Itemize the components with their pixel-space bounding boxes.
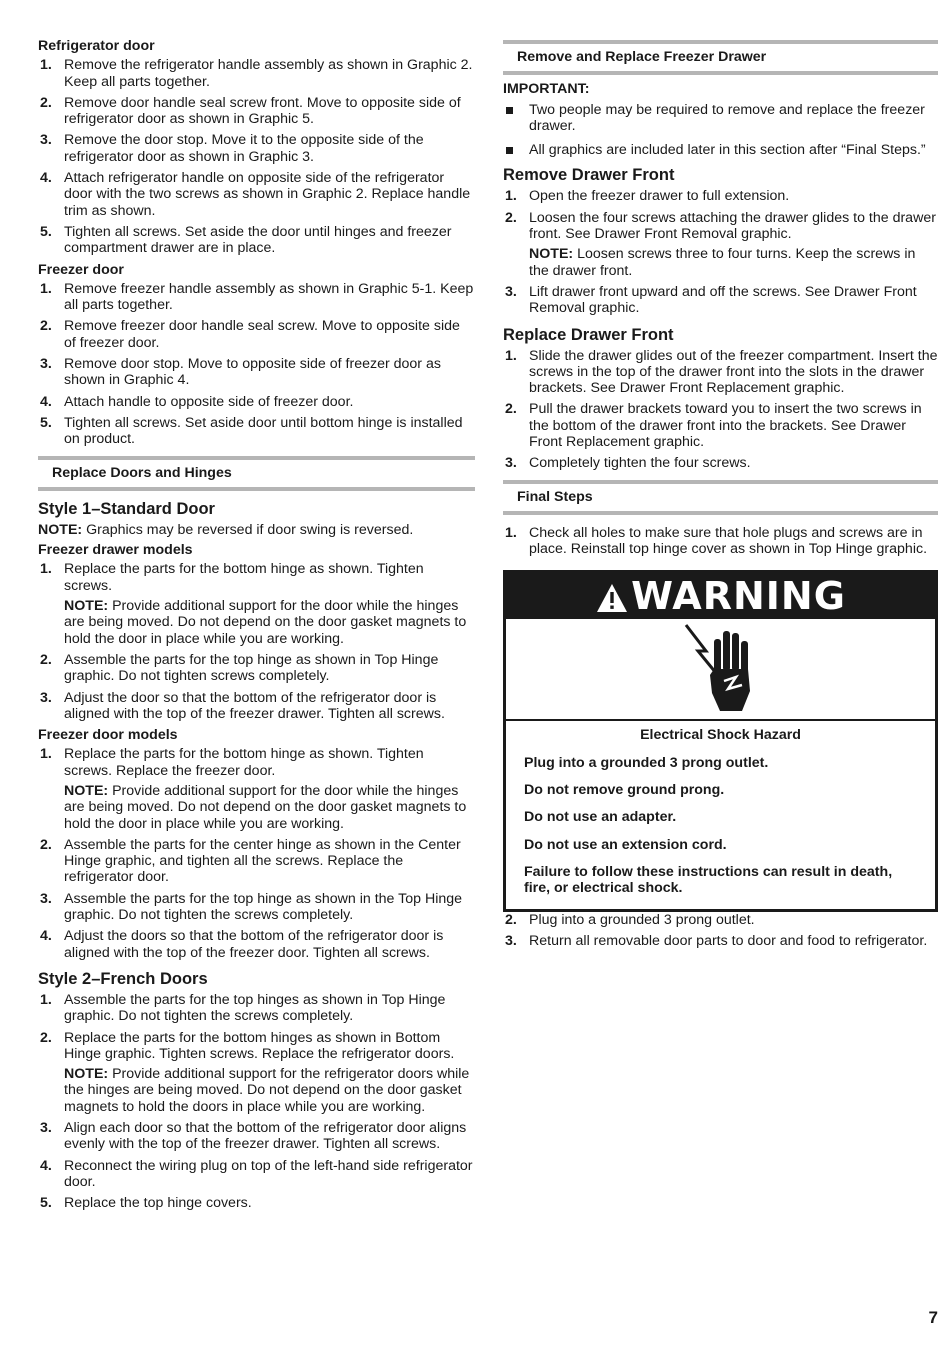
step-number: 1.	[505, 347, 517, 364]
step-number: 5.	[40, 1195, 52, 1212]
list-item	[503, 455, 938, 471]
list-item: Two people may be required to remove and replace the freezer drawer.	[503, 102, 938, 135]
step-text: Loosen the four screws attaching the drawer glides to the drawer front. See Drawer Front Removal graphic.	[529, 209, 936, 243]
step-text: Assemble the parts for the top hinge as shown in the Top Hinge graphic. Do not tighten the screws completely.	[64, 890, 463, 924]
freezer-door-models-steps	[38, 746, 475, 961]
freezer-door-models-heading: Freezer door models	[38, 727, 178, 744]
step-text: Completely tighten the four screws.	[529, 455, 751, 472]
step-number: 4.	[40, 1157, 52, 1174]
note-text: Provide additional support for the refrigerator doors while the hinges are being moved. Do not depend on the door gasket magnets to hold the doors in place while you are working.	[64, 1066, 470, 1115]
warning-body	[506, 721, 935, 909]
freezer-door-heading: Freezer door	[38, 261, 124, 278]
warning-header	[506, 573, 935, 619]
step-number: 1.	[505, 188, 517, 205]
freezer-door-steps	[38, 281, 475, 448]
list-item	[38, 132, 475, 165]
important-list	[503, 102, 938, 159]
step-text: Remove the refrigerator handle assembly as shown in Graphic 2. Keep all parts together.	[64, 57, 473, 90]
list-item	[503, 401, 938, 450]
step-number: 1.	[40, 280, 52, 297]
step-text: Assemble the parts for the center hinge as shown in the Center Hinge graphic, and tighten all the screws. Replace the refrigerator door.	[64, 836, 461, 886]
after-warning-steps	[503, 912, 938, 950]
step-text: Plug into a grounded 3 prong outlet.	[529, 911, 755, 928]
section-bar-final-steps	[503, 480, 938, 515]
style2-steps	[38, 992, 475, 1212]
list-item	[38, 690, 475, 723]
list-item	[38, 170, 475, 219]
step-text: Replace the parts for the bottom hinge as shown. Tighten screws. Replace the freezer door.	[64, 746, 424, 779]
step-text: Assemble the parts for the top hinges as shown in Top Hinge graphic. Do not tighten the screws completely.	[64, 991, 446, 1025]
list-item	[38, 224, 475, 257]
step-text: Tighten all screws. Set aside door until bottom hinge is installed on product.	[64, 414, 463, 448]
step-text: Tighten all screws. Set aside the door until hinges and freezer compartment drawer are in place.	[64, 223, 452, 257]
list-item	[38, 281, 475, 314]
step-number: 4.	[40, 393, 52, 410]
list-item	[38, 356, 475, 389]
step-text: Attach handle to opposite side of freezer door.	[64, 393, 354, 410]
step-text: Replace the top hinge covers.	[64, 1195, 252, 1212]
style1-heading: Style 1–Standard Door	[38, 499, 215, 518]
step-text: Align each door so that the bottom of the refrigerator door aligns evenly with the top of the freezer drawer. Tighten all screws.	[64, 1120, 467, 1153]
list-item	[38, 1030, 475, 1115]
list-item	[503, 912, 938, 928]
step-text: Slide the drawer glides out of the freezer compartment. Insert the screws in the top of the drawer front into the slots in the drawer brackets. See Drawer Front Replacement graphic.	[529, 347, 938, 397]
note-text: Provide additional support for the door while the hinges are being moved. Do not depend on the door gasket magnets to hold the door in place while you are working.	[64, 598, 467, 647]
step-number: 2.	[505, 401, 517, 418]
note-label: NOTE:	[64, 598, 109, 615]
step-text: Pull the drawer brackets toward you to insert the two screws in the bottom of the drawer front into the brackets. See Drawer Front Replacement graphic.	[529, 401, 922, 451]
step-number: 2.	[505, 911, 517, 928]
warning-triangle-icon	[595, 582, 629, 614]
step-text: Reconnect the wiring plug on top of the left-hand side refrigerator door.	[64, 1157, 473, 1190]
important-label: IMPORTANT:	[503, 81, 590, 98]
refrigerator-door-heading: Refrigerator door	[38, 38, 155, 54]
step-number: 5.	[40, 414, 52, 431]
step-number: 2.	[40, 836, 52, 853]
section-title: Final Steps	[517, 488, 593, 505]
remove-drawer-front-steps	[503, 188, 938, 316]
step-text: Return all removable door parts to door and food to refrigerator.	[529, 932, 928, 949]
list-item	[38, 394, 475, 410]
list-item	[38, 652, 475, 685]
list-item: All graphics are included later in this section after “Final Steps.”	[503, 142, 938, 158]
warning-line: Plug into a grounded 3 prong outlet.	[524, 754, 769, 771]
step-number: 2.	[40, 94, 52, 111]
warning-title: WARNING	[631, 573, 846, 618]
note-label: NOTE:	[529, 246, 574, 263]
refrigerator-door-steps	[38, 57, 475, 256]
list-item	[38, 95, 475, 128]
freezer-drawer-models-heading: Freezer drawer models	[38, 542, 193, 559]
electrical-shock-hand-icon	[676, 621, 766, 717]
section-title: Replace Doors and Hinges	[52, 464, 232, 481]
step-number: 2.	[40, 318, 52, 335]
replace-drawer-front-steps	[503, 348, 938, 472]
step-text: Remove the door stop. Move it to the opposite side of the refrigerator door as shown in Graphic 3.	[64, 132, 424, 165]
step-text: Replace the parts for the bottom hinges as shown in Bottom Hinge graphic. Tighten screws. Replace the refrigerator doors.	[64, 1029, 455, 1062]
replace-drawer-front-heading: Replace Drawer Front	[503, 325, 674, 344]
list-item	[503, 525, 938, 558]
list-item	[38, 1120, 475, 1153]
right-column	[503, 40, 938, 954]
list-item	[38, 1158, 475, 1191]
step-number: 3.	[40, 132, 52, 149]
step-number: 3.	[40, 356, 52, 373]
warning-line: Do not use an adapter.	[524, 809, 677, 826]
list-item	[38, 318, 475, 351]
list-item	[38, 561, 475, 646]
note-label: NOTE:	[64, 1066, 109, 1083]
step-number: 3.	[40, 890, 52, 907]
step-text: Attach refrigerator handle on opposite side of the refrigerator door with the two screws as shown in Graphic 2. Replace handle trim as shown.	[64, 170, 471, 219]
page-number: 7	[928, 1307, 938, 1327]
electrical-shock-icon-area	[506, 619, 935, 721]
warning-line: Do not remove ground prong.	[524, 782, 725, 799]
list-item	[38, 837, 475, 886]
list-item	[38, 1195, 475, 1211]
note-text: Graphics may be reversed if door swing is reversed.	[82, 521, 414, 538]
list-item	[503, 210, 938, 279]
list-item	[503, 284, 938, 317]
step-number: 3.	[505, 932, 517, 949]
note-label: NOTE:	[38, 521, 83, 538]
step-note	[64, 1066, 475, 1115]
list-item	[38, 415, 475, 448]
note-text: Provide additional support for the door while the hinges are being moved. Do not depend on the door gasket magnets to hold the door in place while you are working.	[64, 782, 467, 832]
warning-line: Do not use an extension cord.	[524, 836, 727, 853]
step-note	[64, 783, 475, 832]
step-text: Check all holes to make sure that hole plugs and screws are in place. Reinstall top hinge cover as shown in Top Hinge graphic.	[529, 524, 928, 558]
step-number: 2.	[505, 209, 517, 226]
list-item	[38, 928, 475, 961]
step-number: 4.	[40, 170, 52, 187]
final-steps-list	[503, 525, 938, 558]
list-item	[503, 933, 938, 949]
list-item	[38, 57, 475, 90]
section-bar-replace-doors	[38, 456, 475, 491]
step-text: Adjust the door so that the bottom of the refrigerator door is aligned with the top of the freezer drawer. Tighten all screws.	[64, 689, 445, 722]
freezer-drawer-models-steps	[38, 561, 475, 722]
remove-drawer-front-heading: Remove Drawer Front	[503, 166, 675, 185]
style2-heading: Style 2–French Doors	[38, 969, 208, 988]
section-bar-freezer-drawer	[503, 40, 938, 75]
step-text: Adjust the doors so that the bottom of the refrigerator door is aligned with the top of the freezer door. Tighten all screws.	[64, 928, 444, 961]
step-text: Open the freezer drawer to full extension.	[529, 188, 790, 205]
step-number: 3.	[505, 455, 517, 472]
step-number: 5.	[40, 223, 52, 240]
note-text: Loosen screws three to four turns. Keep the screws in the drawer front.	[529, 246, 916, 279]
list-item	[503, 348, 938, 397]
step-number: 3.	[40, 689, 52, 706]
step-number: 2.	[40, 1029, 52, 1046]
step-text: Remove freezer door handle seal screw. Move to opposite side of freezer door.	[64, 318, 460, 351]
list-item	[38, 891, 475, 924]
step-number: 1.	[40, 991, 52, 1008]
step-number: 1.	[40, 561, 52, 578]
step-text: Remove door handle seal screw front. Move to opposite side of refrigerator door as shown in Graphic 5.	[64, 94, 461, 128]
step-text: Remove door stop. Move to opposite side of freezer door as shown in Graphic 4.	[64, 356, 441, 389]
note-label: NOTE:	[64, 782, 109, 799]
warning-box	[503, 570, 938, 912]
step-number: 3.	[40, 1120, 52, 1137]
step-note	[529, 246, 938, 279]
step-text: Replace the parts for the bottom hinge as shown. Tighten screws.	[64, 561, 424, 594]
left-column	[38, 38, 475, 1217]
list-item	[38, 746, 475, 831]
step-number: 3.	[505, 283, 517, 300]
step-number: 2.	[40, 651, 52, 668]
step-text: Assemble the parts for the top hinge as shown in Top Hinge graphic. Do not tighten screws completely.	[64, 651, 439, 685]
warning-line: Failure to follow these instructions can result in death, fire, or electrical shock.	[524, 864, 893, 897]
step-number: 1.	[505, 524, 517, 541]
hazard-title: Electrical Shock Hazard	[640, 726, 801, 743]
step-note	[64, 598, 475, 647]
list-item	[38, 992, 475, 1025]
step-text: Remove freezer handle assembly as shown in Graphic 5-1. Keep all parts together.	[64, 280, 474, 314]
step-number: 4.	[40, 928, 52, 945]
list-item	[503, 188, 938, 204]
section-title: Remove and Replace Freezer Drawer	[517, 49, 767, 65]
step-number: 1.	[40, 57, 52, 74]
step-text: Lift drawer front upward and off the screws. See Drawer Front Removal graphic.	[529, 283, 917, 317]
style1-note	[38, 522, 475, 538]
step-number: 1.	[40, 746, 52, 763]
